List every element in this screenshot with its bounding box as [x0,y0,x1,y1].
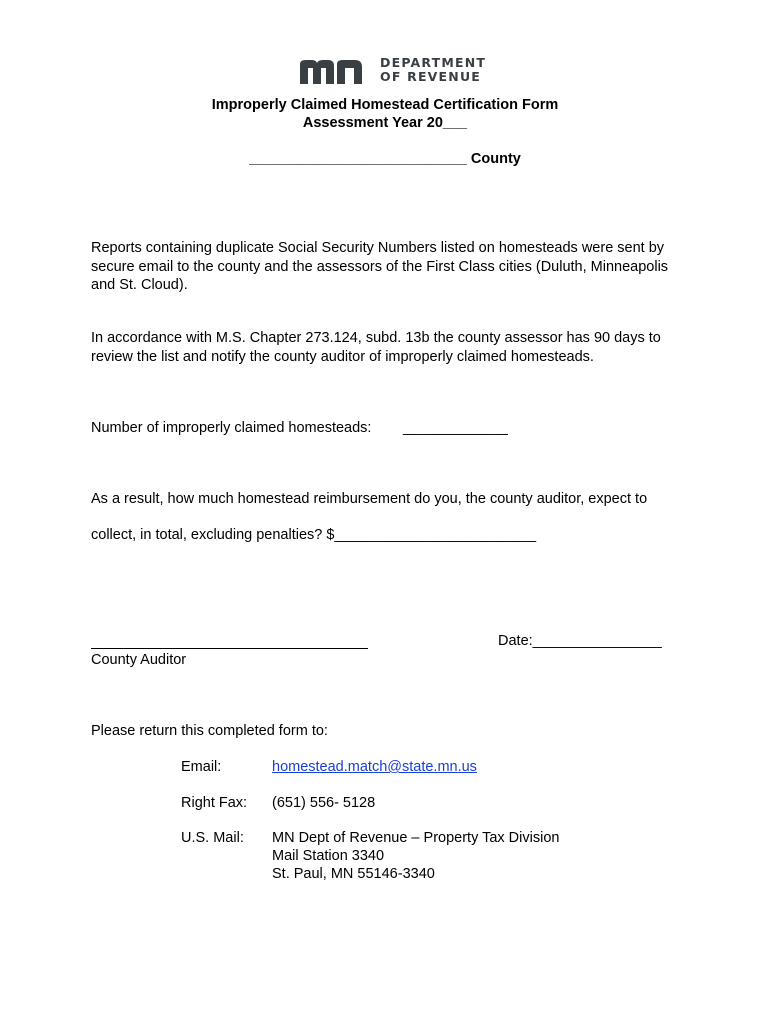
paragraph-reports: Reports containing duplicate Social Security Numbers listed on homesteads were sent by secure email to the county and the assessors of the First Class cities (Duluth, Minneapolis and St. Cloud). [91,240,669,293]
mail-address-line-2: Mail Station 3340 [272,848,385,864]
assessment-year: Assessment Year 20___ [302,115,468,131]
mn-logo-icon [300,58,364,86]
paragraph-statute: In accordance with M.S. Chapter 273.124, subd. 13b the county assessor has 90 days to review the list and notify the county auditor of improperly claimed homesteads. [91,330,661,365]
logo-line-2: OF REVENUE [380,69,482,84]
mn-revenue-logo [300,55,487,90]
homesteads-label: Number of improperly claimed homesteads: [91,420,372,436]
mail-address-line-3: St. Paul, MN 55146-3340 [272,866,435,882]
logo-line-1: DEPARTMENT [380,55,487,70]
mail-label: U.S. Mail: [181,830,244,846]
email-label: Email: [181,759,222,775]
mail-address-line-1: MN Dept of Revenue – Property Tax Division [272,830,560,846]
email-link[interactable]: homestead.match@state.mn.us [272,759,477,775]
logo-wordmark [380,56,486,84]
reimbursement-input[interactable]: collect, in total, excluding penalties? $_________________________ [91,527,537,543]
fax-label: Right Fax: [181,795,248,811]
form-title: Improperly Claimed Homestead Certification Form [211,97,559,113]
auditor-signature-line[interactable] [91,648,368,649]
fax-value: (651) 556- 5128 [272,795,376,811]
county-auditor-label: County Auditor [91,652,187,668]
reimbursement-question: As a result, how much homestead reimbursement do you, the county auditor, expect to [91,491,648,507]
date-field[interactable]: Date:________________ [498,633,662,649]
homesteads-input[interactable]: _____________ [403,420,508,436]
county-field[interactable]: ___________________________ County [249,151,521,167]
return-heading: Please return this completed form to: [91,723,328,739]
